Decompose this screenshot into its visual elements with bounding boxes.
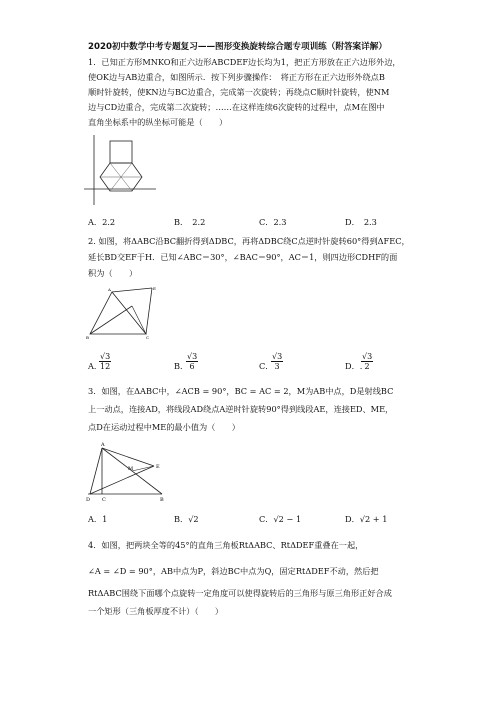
- question-4-line: ∠A = ∠D = 90°，AB中点为P，斜边BC中点为Q，固定RtΔDEF不动，然后把: [88, 566, 379, 576]
- question-3-line: 点D在运动过程中ME的最小值为（ ）: [88, 422, 240, 432]
- question-4-line: RtΔABC围绕下面哪个点旋转一定角度可以使得旋转后的三角形与原三角形正好合成: [88, 588, 392, 598]
- option-letter: D．.: [345, 361, 363, 371]
- fraction-numerator: √3: [272, 352, 283, 361]
- svg-text:B: B: [86, 335, 89, 340]
- question-1-option-d[interactable]: D． 2.3: [345, 217, 377, 227]
- question-3-option-d[interactable]: D．√2 + 1: [345, 514, 388, 524]
- figure-label-d: D: [86, 497, 91, 502]
- question-1-line: 边与CD边重合，完成第二次旋转；……在这样连续6次旋转的过程中，点M在图中: [88, 102, 385, 112]
- question-3-option-c[interactable]: C．√2 − 1: [259, 514, 302, 524]
- fraction-numerator: √3: [187, 352, 198, 361]
- question-3-option-a[interactable]: A．1: [88, 514, 108, 524]
- question-1-line: 使OK边与AB边重合，如图所示．按下列步骤操作： 将正方形在正六边形外绕点B: [88, 72, 385, 82]
- question-1-line: 1．已知正方形MNKO和正六边形ABCDEF边长均为1，把正方形放在正六边形外边，: [88, 57, 401, 67]
- fraction-denominator: 2: [364, 362, 370, 371]
- question-1-figure: [82, 133, 158, 207]
- question-3-line: 上一动点，连接AD，将线段AD绕点A逆时针旋转90°得到线段AE，连接ED、ME，: [88, 404, 394, 414]
- page-title: 2020初中数学中考专题复习——图形变换旋转综合题专项训练（附答案详解）: [88, 42, 387, 52]
- fraction-numerator: √3: [100, 352, 111, 361]
- svg-text:E: E: [153, 286, 156, 291]
- option-letter: C．: [259, 361, 274, 371]
- fraction-denominator: 6: [189, 362, 195, 371]
- fraction-denominator: 12: [100, 362, 111, 371]
- question-2-line: 2. 如图，将ΔABC沿BC翻折得到ΔDBC，再将ΔDBC绕C点逆时针旋转60°得到ΔFEC，: [88, 236, 410, 246]
- figure-label-b: B: [160, 497, 164, 502]
- question-3-option-b[interactable]: B．√2: [174, 514, 199, 524]
- question-3-figure: [84, 440, 170, 502]
- option-letter: A．: [88, 361, 103, 371]
- question-4-line: 一个矩形（三角板厚度不计）（ ）: [88, 606, 224, 616]
- figure-label-a: A: [101, 442, 105, 448]
- question-1-option-a[interactable]: A．2.2: [88, 217, 116, 227]
- question-2-line: 延长BD交EF于H．已知∠ABC＝30°，∠BAC＝90°，AC＝1，则四边形CDHF的面: [88, 252, 398, 262]
- figure-label-c: C: [102, 497, 106, 502]
- question-1-option-b[interactable]: B． 2.2: [174, 217, 206, 227]
- question-3-line: 3．如图，在ΔABC中，∠ACB = 90°，BC = AC = 2，M为AB中点，D是射线BC: [88, 386, 394, 396]
- question-1-line: 直角坐标系中的纵坐标可能是（ ）: [88, 117, 228, 127]
- question-1-line: 顺时针旋转，使KN边与BC边重合，完成第一次旋转；再绕点C顺时针旋转，使NM: [88, 87, 390, 97]
- figure-label-e: E: [156, 464, 160, 470]
- question-4-line: 4．如图，把两块全等的45°的直角三角板RtΔABC、RtΔDEF重叠在一起，: [88, 540, 364, 550]
- question-1-option-c[interactable]: C．2.3: [259, 217, 287, 227]
- question-2-line: 积为（ ）: [88, 268, 138, 278]
- question-2-figure: [86, 284, 162, 340]
- figure-label-m: M: [128, 466, 134, 472]
- svg-text:A: A: [108, 287, 111, 292]
- svg-text:C: C: [146, 335, 150, 340]
- fraction-denominator: 3: [274, 362, 280, 371]
- option-letter: B．: [174, 361, 189, 371]
- fraction-numerator: √3: [362, 352, 373, 361]
